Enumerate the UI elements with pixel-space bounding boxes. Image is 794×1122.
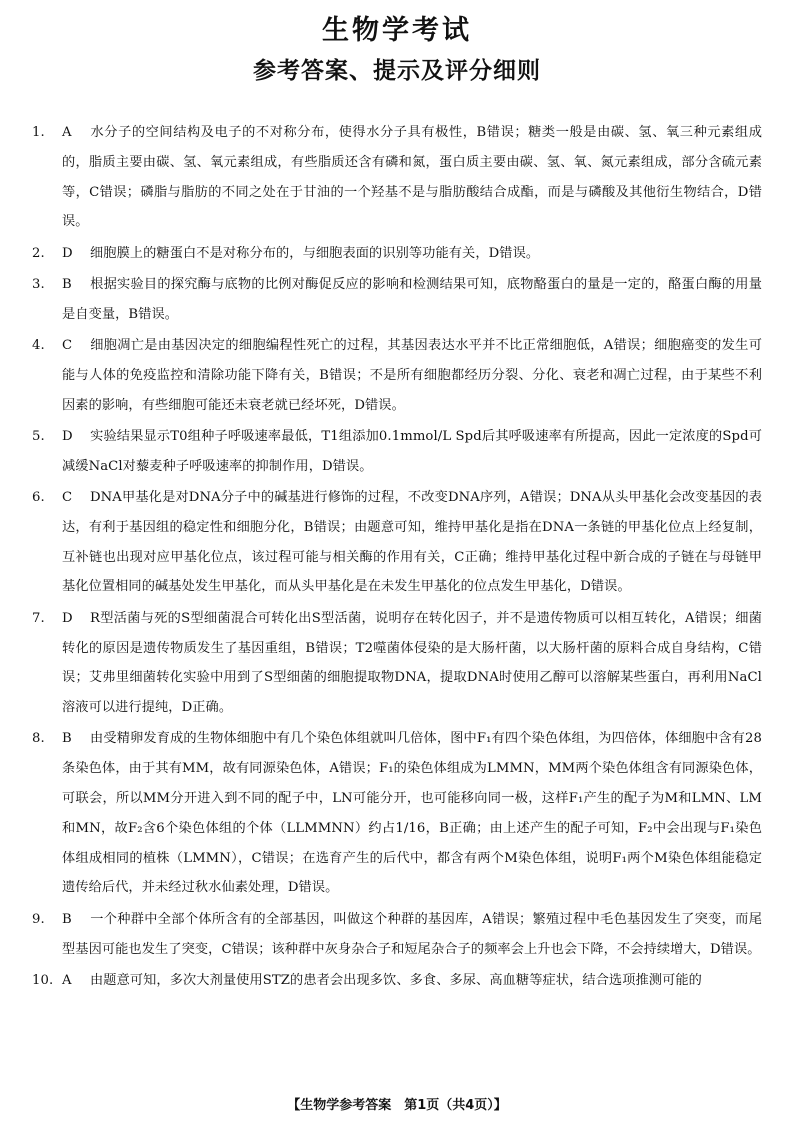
item-number: 1. <box>32 125 45 140</box>
page-footer: 【生物学参考答案 第1页（共4页）】 <box>287 1098 507 1113</box>
item-number: 2. <box>32 245 45 261</box>
item-answer: B <box>62 731 72 747</box>
item-number: 10. <box>32 972 54 988</box>
answer-item-2 <box>32 239 762 269</box>
item-number: 6. <box>32 490 45 506</box>
answer-item-6 <box>32 483 762 602</box>
answer-item-5 <box>32 422 762 482</box>
item-number: 9. <box>32 911 45 927</box>
answer-item-7 <box>32 604 762 723</box>
item-answer: C <box>62 338 73 354</box>
item-answer: D <box>62 245 73 261</box>
item-number: 7. <box>32 610 45 626</box>
item-number: 3. <box>32 276 45 292</box>
item-explanation: 水分子的空间结构及电子的不对称分布，使得水分子具有极性，B错误；糖类一般是由碳、氢、氧三种元素组成的，脂质主要由碳、氢、氧元素组成，有些脂质还含有磷和氮，蛋白质主要由碳、氢、氧、氮元素组成，部分含硫元素等，C错误；磷脂与脂肪的不同之处在于甘油的一个羟基不是与脂肪酸结合成酯，而是与磷酸及其他衍生物结合，D错误。 <box>62 125 762 230</box>
answer-item-4 <box>32 331 762 420</box>
answer-item-10 <box>32 966 762 996</box>
item-explanation: 细胞膜上的糖蛋白不是对称分布的，与细胞表面的识别等功能有关，D错误。 <box>90 245 540 261</box>
answer-item-1 <box>32 118 762 237</box>
item-number: 5. <box>32 428 45 444</box>
item-explanation: 由受精卵发育成的生物体细胞中有几个染色体组就叫几倍体，图中F₁有四个染色体组，为四倍体，体细胞中含有28条染色体，由于其有MM，故有同源染色体，A错误；F₁的染色体组成为LMMN，MM两个染色体组含有同源染色体，可联会，所以MM分开进入到不同的配子中，LN可能分开，也可能移向同一极，这样F₁产生的配子为M和LMN、LM和MN，故F₂含6个染色体组的个体（LLMMNN）约占1/16，B正确；由上述产生的配子可知，F₂中会出现与F₁染色体组成相同的植株（LMMN），C错误；在选育产生的后代中，都含有两个M染色体组，说明F₁两个M染色体组能稳定遗传给后代，并未经过秋水仙素处理，D错误。 <box>62 731 762 896</box>
answer-item-3 <box>32 270 762 330</box>
item-explanation: 细胞凋亡是由基因决定的细胞编程性死亡的过程，其基因表达水平并不比正常细胞低，A错误；细胞癌变的发生可能与人体的免疫监控和清除功能下降有关，B错误；不是所有细胞都经历分裂、分化、衰老和凋亡过程，由于某些不利因素的影响，有些细胞可能还未衰老就已经坏死，D错误。 <box>62 338 762 413</box>
item-explanation: DNA甲基化是对DNA分子中的碱基进行修饰的过程，不改变DNA序列，A错误；DNA从头甲基化会改变基因的表达，有利于基因组的稳定性和细胞分化，B错误；由题意可知，维持甲基化是指在DNA一条链的甲基化位点上经复制，互补链也出现对应甲基化位点，该过程可能与相关酶的作用有关，C正确；维持甲基化过程中新合成的子链在与母链甲基化位置相同的碱基处发生甲基化，而从头甲基化是在未发生甲基化的位点发生甲基化，D错误。 <box>62 490 762 595</box>
item-explanation: 实验结果显示T0组种子呼吸速率最低，T1组添加0.1mmol/L Spd后其呼吸速率有所提高，因此一定浓度的Spd可减缓NaCl对藜麦种子呼吸速率的抑制作用，D错误。 <box>62 428 762 474</box>
item-answer: B <box>62 911 72 927</box>
item-answer: A <box>62 972 72 988</box>
item-answer: A <box>62 125 72 140</box>
item-explanation: 一个种群中全部个体所含有的全部基因，叫做这个种群的基因库，A错误；繁殖过程中毛色基因发生了突变，而尾型基因可能也发生了突变，C错误；该种群中灰身杂合子和短尾杂合子的频率会上升也会下降，不会持续增大，D错误。 <box>62 911 762 957</box>
answer-item-9 <box>32 905 762 965</box>
answer-item-8 <box>32 724 762 903</box>
item-explanation: R型活菌与死的S型细菌混合可转化出S型活菌，说明存在转化因子，并不是遗传物质可以相互转化，A错误；细菌转化的原因是遗传物质发生了基因重组，B错误；T2噬菌体侵染的是大肠杆菌，以大肠杆菌的原料合成自身结构，C错误；艾弗里细菌转化实验中用到了S型细菌的细胞提取物DNA，提取DNA时使用乙醇可以溶解某些蛋白，再利用NaCl溶液可以进行提纯，D正确。 <box>62 610 762 716</box>
page-title: 生物学考试 <box>322 15 472 46</box>
item-answer: D <box>62 610 73 626</box>
item-answer: C <box>62 490 73 506</box>
item-number: 8. <box>32 731 45 747</box>
item-explanation: 根据实验目的探究酶与底物的比例对酶促反应的影响和检测结果可知，底物酪蛋白的量是一定的，酪蛋白酶的用量是自变量，B错误。 <box>62 276 762 322</box>
page-subtitle: 参考答案、提示及评分细则 <box>253 58 541 84</box>
answer-list <box>32 118 762 997</box>
item-number: 4. <box>32 338 45 354</box>
item-explanation: 由题意可知，多次大剂量使用STZ的患者会出现多饮、多食、多尿、高血糖等症状，结合选项推测可能的 <box>90 972 702 988</box>
item-answer: D <box>62 428 73 444</box>
item-answer: B <box>62 276 72 292</box>
